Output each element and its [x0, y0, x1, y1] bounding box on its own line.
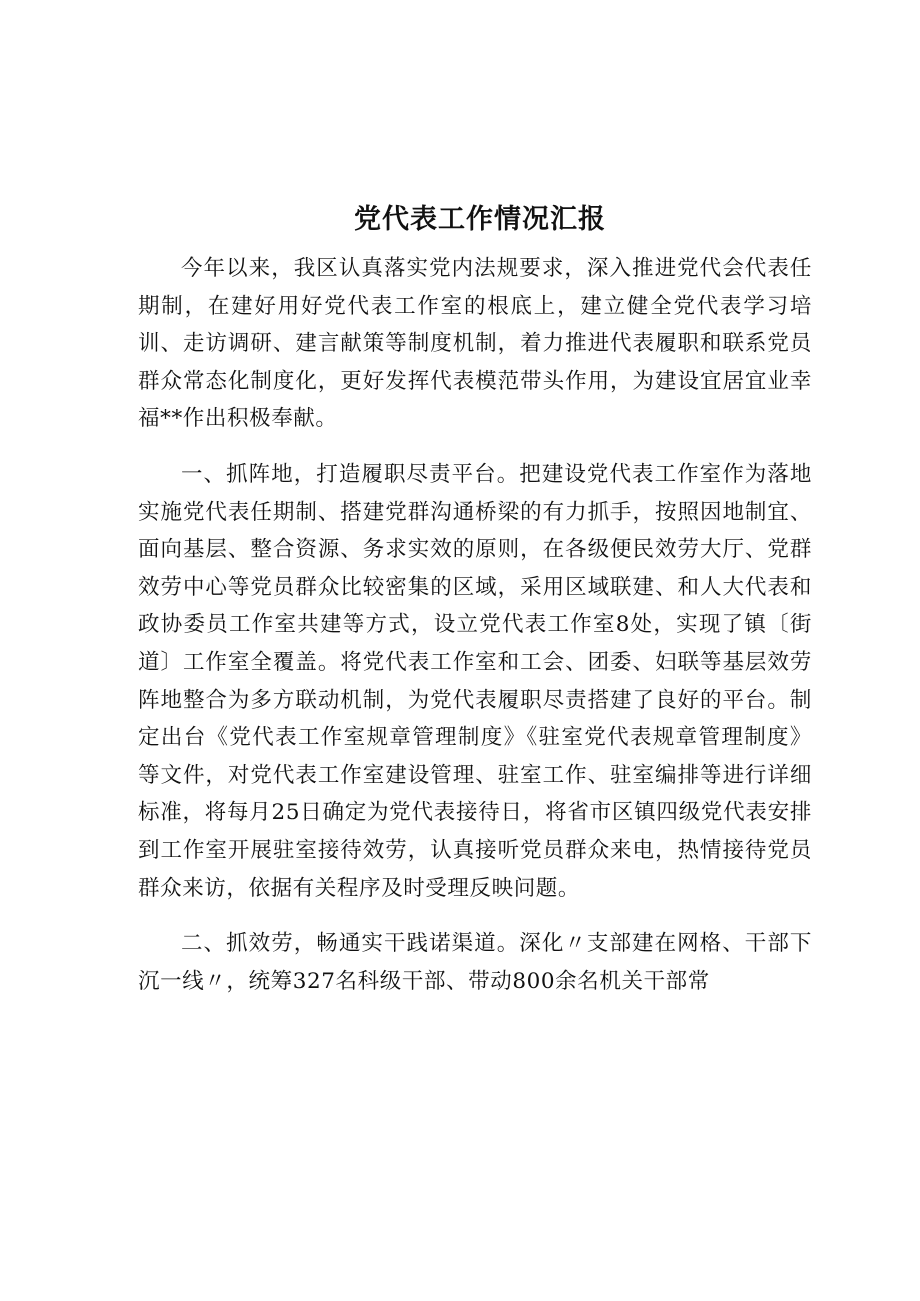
paragraph-intro: 今年以来，我区认真落实党内法规要求，深入推进党代会代表任期制，在建好用好党代表工作室的根底上，建立健全党代表学习培训、走访调研、建言献策等制度机制，着力推进代表履职和联系党员群众常态化制度化，更好发挥代表模范带头作用，为建设宜居宜业幸福**作出积极奉献。 — [138, 256, 812, 432]
paragraph-section-2: 二、抓效劳，畅通实干践诺渠道。深化〃支部建在网格、干部下沉一线〃，统筹327名科级干部、带动800余名机关干部常 — [138, 931, 812, 994]
paragraph-section-1: 一、抓阵地，打造履职尽责平台。把建设党代表工作室作为落地实施党代表任期制、搭建党群沟通桥梁的有力抓手，按照因地制宜、面向基层、整合资源、务求实效的原则，在各级便民效劳大厅、党群效劳中心等党员群众比较密集的区域，采用区域联建、和人大代表和政协委员工作室共建等方式，设立党代表工作室8处，实现了镇〔街道〕工作室全覆盖。将党代表工作室和工会、团委、妇联等基层效劳阵地整合为多方联动机制，为党代表履职尽责搭建了良好的平台。制定出台《党代表工作室规章管理制度》《驻室党代表规章管理制度》等文件，对党代表工作室建设管理、驻室工作、驻室编排等进行详细标准，将每月25日确定为党代表接待日，将省市区镇四级党代表安排到工作室开展驻室接待效劳，认真接听党员群众来电，热情接待党员群众来访，依据有关程序及时受理反映问题。 — [138, 461, 812, 901]
document-title: 党代表工作情况汇报 — [354, 204, 606, 235]
